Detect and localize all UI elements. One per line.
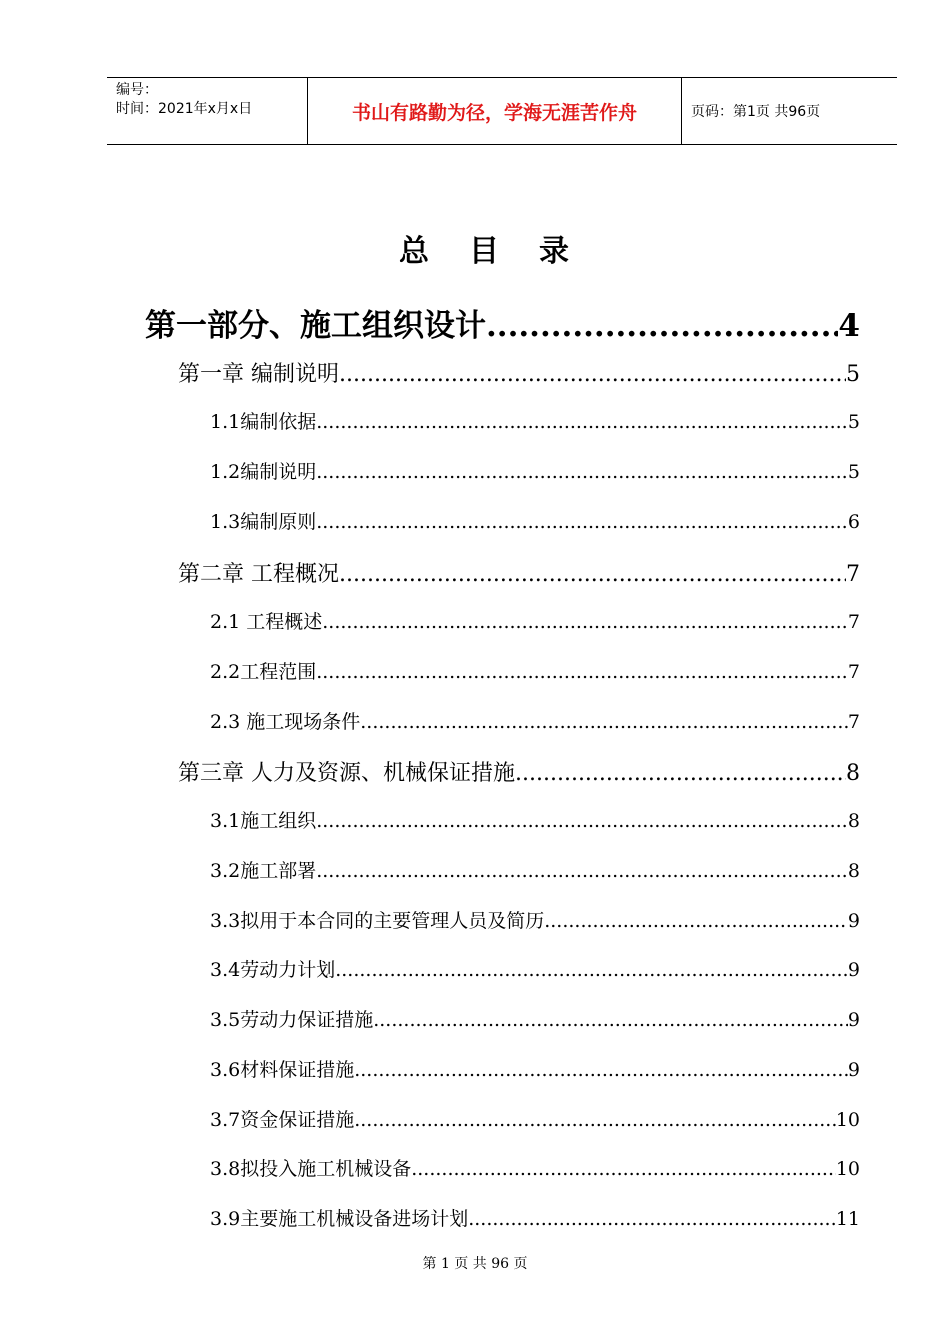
- toc-entry-page: 10: [835, 1109, 860, 1131]
- toc-chapter[interactable]: [178, 557, 860, 588]
- toc-entry-title: 第三章 人力及资源、机械保证措施: [178, 761, 515, 786]
- toc-section[interactable]: [210, 607, 860, 634]
- toc-section[interactable]: [210, 407, 860, 434]
- toc-section[interactable]: [210, 1204, 860, 1231]
- toc-leader-dots: [486, 308, 838, 344]
- toc-entry-title: 第一章 编制说明: [178, 362, 339, 387]
- toc-entry-page: 8: [847, 860, 860, 882]
- toc-leader-dots: [316, 810, 848, 832]
- toc-entry-title: 1.3编制原则: [210, 511, 317, 533]
- toc-entry-page: 5: [847, 411, 860, 433]
- toc-section[interactable]: [210, 906, 860, 933]
- toc-entry-title: 第二章 工程概况: [178, 562, 339, 587]
- toc-leader-dots: [544, 910, 848, 932]
- toc-section[interactable]: [210, 806, 860, 833]
- header-meta: [107, 78, 308, 144]
- toc-section[interactable]: [210, 856, 860, 883]
- toc-entry-page: 8: [846, 761, 860, 786]
- toc-section[interactable]: [210, 1105, 860, 1132]
- toc-entry-title: 3.7资金保证措施: [210, 1109, 355, 1131]
- toc-entry-title: 3.3拟用于本合同的主要管理人员及简历: [210, 910, 545, 932]
- document-time: 时间：2021年x月x日: [116, 101, 253, 117]
- toc-entry-title: 3.1施工组织: [210, 810, 317, 832]
- header-page-info: 页码：第1页 共96页: [691, 104, 821, 120]
- toc-chapter[interactable]: [178, 756, 860, 787]
- toc-entry-page: 4: [838, 308, 860, 344]
- document-number: 编号：: [116, 82, 158, 98]
- toc-leader-dots: [411, 1158, 836, 1180]
- toc-section[interactable]: [210, 1055, 860, 1082]
- toc-leader-dots: [515, 761, 846, 786]
- toc-section[interactable]: [210, 1005, 860, 1032]
- toc-chapter[interactable]: [178, 357, 860, 388]
- toc-leader-dots: [339, 362, 846, 387]
- toc-leader-dots: [468, 1208, 836, 1230]
- toc-leader-dots: [316, 461, 848, 483]
- page-title: 总目录: [399, 234, 609, 269]
- toc-leader-dots: [322, 611, 848, 633]
- toc-leader-dots: [335, 959, 848, 981]
- toc-entry-title: 2.2工程范围: [210, 661, 317, 683]
- toc-leader-dots: [316, 860, 848, 882]
- toc-section[interactable]: [210, 955, 860, 982]
- toc-leader-dots: [339, 562, 846, 587]
- toc-entry-title: 3.5劳动力保证措施: [210, 1009, 374, 1031]
- toc-leader-dots: [360, 711, 848, 733]
- toc-entry-title: 1.2编制说明: [210, 461, 317, 483]
- toc-entry-page: 7: [846, 562, 860, 587]
- toc-entry-page: 9: [847, 910, 860, 932]
- toc-entry-page: 7: [847, 661, 860, 683]
- toc-leader-dots: [316, 511, 848, 533]
- toc-leader-dots: [373, 1009, 848, 1031]
- toc-section[interactable]: [210, 657, 860, 684]
- toc-entry-title: 1.1编制依据: [210, 411, 317, 433]
- toc-entry-page: 11: [835, 1208, 860, 1230]
- toc-entry-page: 7: [847, 611, 860, 633]
- toc-entry-page: 9: [847, 959, 860, 981]
- toc-entry-page: 10: [835, 1158, 860, 1180]
- toc-entry-title: 3.6材料保证措施: [210, 1059, 355, 1081]
- toc-entry-page: 8: [847, 810, 860, 832]
- toc-part[interactable]: [145, 300, 860, 345]
- toc-entry-page: 9: [847, 1009, 860, 1031]
- toc-section[interactable]: [210, 457, 860, 484]
- toc-entry-title: 3.9主要施工机械设备进场计划: [210, 1208, 469, 1230]
- toc-entry-title: 第一部分、施工组织设计: [145, 308, 486, 344]
- toc-entry-page: 6: [847, 511, 860, 533]
- header-motto: 书山有路勤为径，学海无涯苦作舟: [308, 78, 682, 144]
- toc-entry-title: 2.3 施工现场条件: [210, 711, 361, 733]
- toc-entry-page: 5: [846, 362, 860, 387]
- toc-entry-page: 7: [847, 711, 860, 733]
- toc-leader-dots: [316, 411, 848, 433]
- toc-entry-title: 3.4劳动力计划: [210, 959, 336, 981]
- toc-leader-dots: [316, 661, 848, 683]
- toc-section[interactable]: [210, 507, 860, 534]
- page-footer: 第 1 页 共 96 页: [422, 1256, 528, 1272]
- page-header: [107, 77, 897, 145]
- toc-leader-dots: [354, 1109, 836, 1131]
- toc-entry-title: 2.1 工程概述: [210, 611, 323, 633]
- toc-leader-dots: [354, 1059, 848, 1081]
- toc-entry-page: 9: [847, 1059, 860, 1081]
- toc-entry-title: 3.2施工部署: [210, 860, 317, 882]
- toc-section[interactable]: [210, 1154, 860, 1181]
- toc-entry-page: 5: [847, 461, 860, 483]
- toc-entry-title: 3.8拟投入施工机械设备: [210, 1158, 412, 1180]
- toc-section[interactable]: [210, 707, 860, 734]
